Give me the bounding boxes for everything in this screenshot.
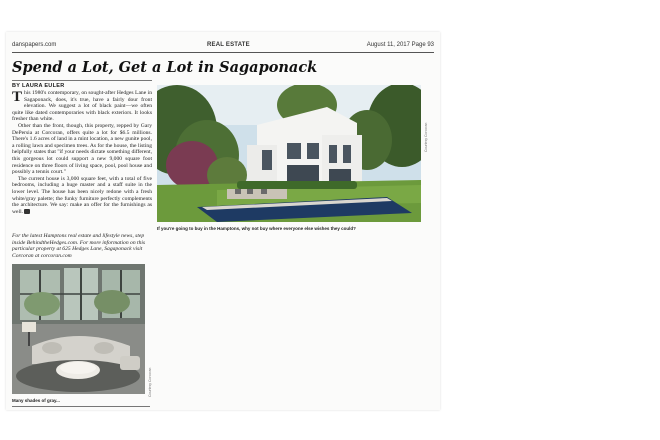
interior-photo-caption: Many shades of gray... (12, 398, 60, 403)
paragraph-1: This 1980's contemporary, on sought-after Hedges Lane in Sagaponack, does, it's true, have a fairly dour front elevation. We suggest a lot of black paint—we often quite like dated contemporaries with black exteriors. It looks fresher than white. (12, 89, 152, 123)
byline: BY LAURA EULER (12, 83, 65, 89)
page-header (12, 42, 434, 52)
date-page: August 11, 2017 Page 93 (366, 42, 434, 48)
interior-photo (12, 264, 145, 394)
byline-rule (12, 80, 152, 81)
end-mark-icon (24, 209, 30, 214)
site-name: danspapers.com (12, 42, 57, 48)
interior-photo-credit: Courtesy Corcoran (148, 367, 152, 397)
house-exterior-photo (157, 85, 421, 222)
more-info-note: For the latest Hamptons real estate and lifestyle news, step inside BehindtheHedges.com. For more information on this particular property at 625 Hedges Lane, Sagaponack visit Corcoran at corcoran.com (12, 233, 146, 259)
article-body (12, 90, 152, 215)
paragraph-2: Other than the front, though, this property, repped by Gary DePersia at Corcoran, offers quite a lot for $6.5 millions. There's 1.6 acres of land in a mint location, a new gunite pool, a rolling lawn and specimen trees. As for the house, the listing helpfully states that "if your needs dictate something different, this gorgeous lot could support a new 9,000 square foot residence on three floors of living space, pool, pool house and possibly a tennis court." (12, 122, 152, 176)
bottom-rule (12, 406, 150, 407)
newspaper-page (6, 32, 440, 410)
section-name: REAL ESTATE (207, 42, 250, 48)
header-rule (12, 52, 434, 53)
headline: Spend a Lot, Get a Lot in Sagaponack (12, 59, 318, 76)
drop-cap: T (12, 89, 23, 105)
paragraph-3: The current house is 3,000 square feet, with a total of five bedrooms, including a huge master and a staff suite in the lower level. The house has been nicely redone with a fresh white/gray palette; the funky furniture perfectly complements the architecture. We say: make an offer for the furnishings as well. (12, 175, 152, 215)
main-photo-caption: If you're going to buy in the Hamptons, why not buy where everyone else wishes they could? (157, 226, 356, 231)
main-photo-credit: Courtesy Corcoran (424, 122, 428, 152)
